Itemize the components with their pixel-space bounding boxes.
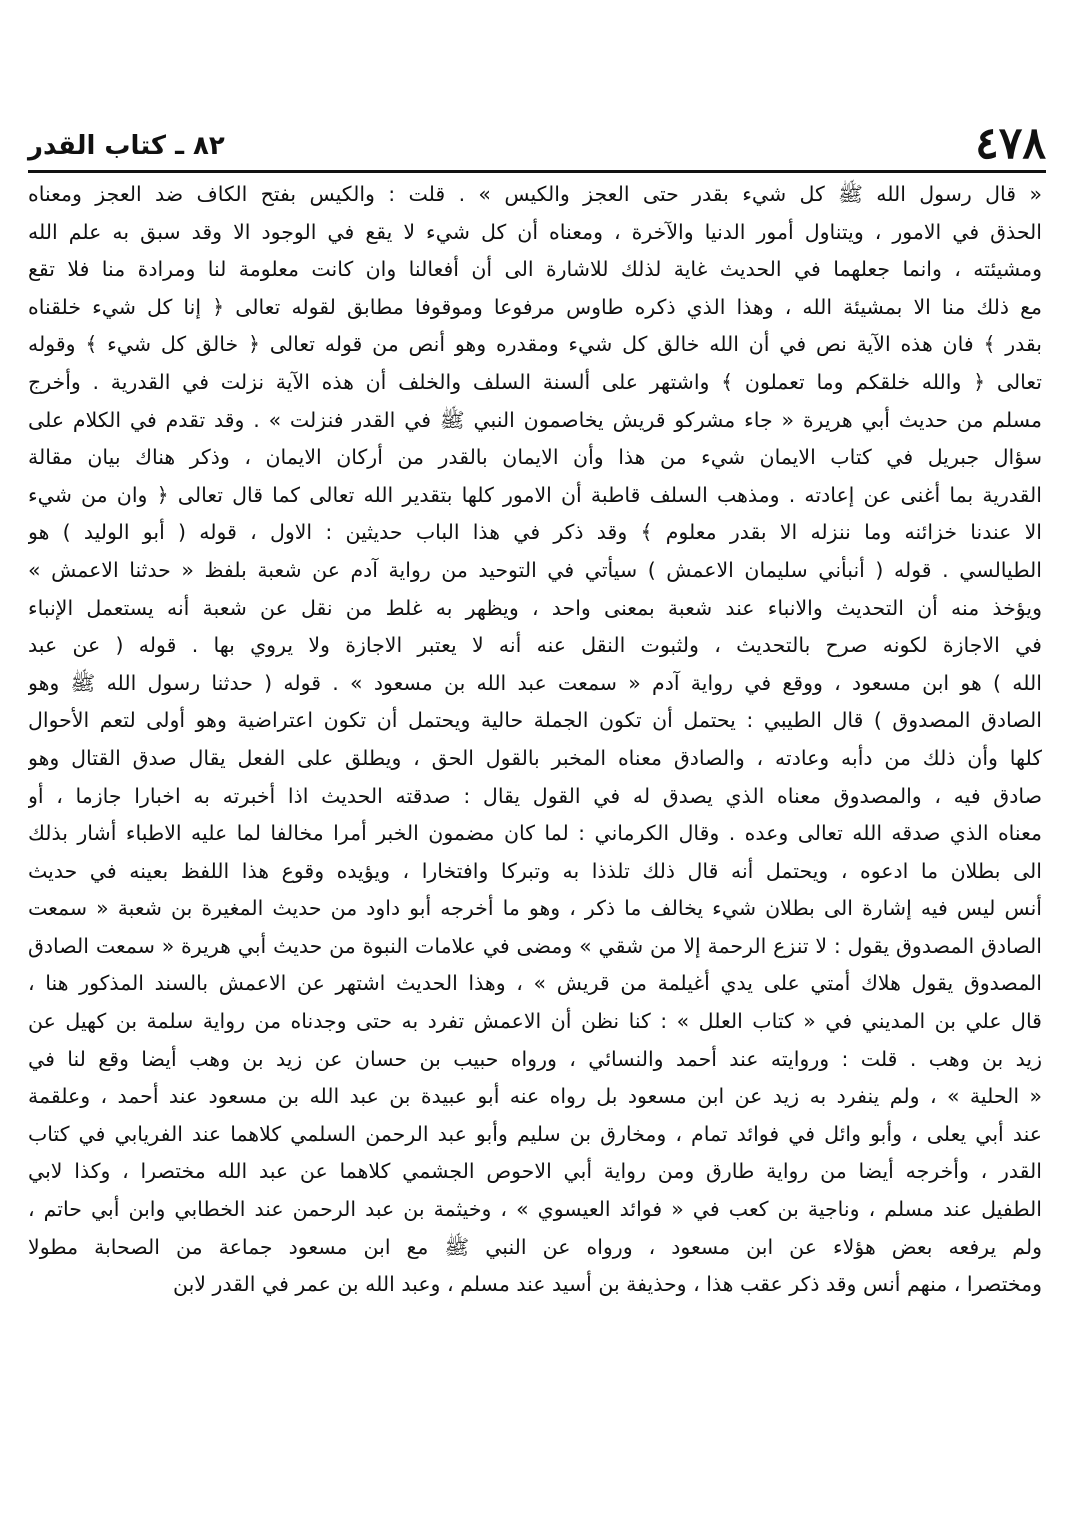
text-line: بقدر ﴾ فان هذه الآية نص في أن الله خالق كل شيء ومقدره وهو أنص من قوله تعالى ﴿ خالق كل شيء ﴾ وقوله: [28, 332, 1042, 357]
text-line: « الحلية » ، ولم ينفرد به زيد عن ابن مسعود بل رواه عنه أبو عبيدة بن عبد الله بن مسعود عند أحمد ، وعلقمة: [28, 1084, 1042, 1109]
text-line: مسلم من حديث أبي هريرة « جاء مشركو قريش يخاصمون النبي ﷺ في القدر فنزلت » . وقد تقدم في الكلام على: [28, 407, 1042, 432]
text-line: الصادق المصدوق ) قال الطيبي : يحتمل أن تكون الجملة حالية ويحتمل أن تكون اعتراضية وهو أولى لتعم الأحوال: [28, 708, 1042, 733]
text-line: سؤال جبريل في كتاب الايمان شيء من هذا وأن الايمان بالقدر من أركان الايمان ، وذكر هناك بيان مقالة: [28, 445, 1042, 470]
header-rule: [28, 170, 1046, 173]
text-line: صادق فيه ، والمصدوق معناه الذي يصدق له في القول يقال : صدقته الحديث اذا أخبرته به اخبارا جازما ، أو: [28, 783, 1042, 808]
text-line: معناه الذي صدقه الله تعالى وعده . وقال الكرماني : لما كان مضمون الخبر أمرا مخالفا لما عليه الاطباء أشار بذلك: [28, 821, 1042, 846]
text-line: ولم يرفعه بعض هؤلاء عن ابن مسعود ، ورواه عن النبي ﷺ مع ابن مسعود جماعة من الصحابة مطولا: [28, 1234, 1042, 1259]
text-line: ويؤخذ منه أن التحديث والانباء عند شعبة بمعنى واحد ، ويظهر به غلط من نقل عن شعبة أنه يستعمل الإنباء: [28, 595, 1042, 620]
page-header: [28, 118, 1046, 170]
text-line: « قال رسول الله ﷺ كل شيء بقدر حتى العجز والكيس » . قلت : والكيس بفتح الكاف ضد العجز ومعناه: [28, 182, 1042, 206]
text-line: المصدوق يقول هلاك أمتي على يدي أغيلمة من قريش » ، وهذا الحديث اشتهر عن الاعمش بالسند المذكور هنا ،: [28, 971, 1042, 996]
text-line: أنس ليس فيه إشارة الى بطلان شيء يخالف ما ذكر ، وهو ما أخرجه أبو داود من حديث المغيرة بن شعبة « سمعت: [28, 896, 1042, 921]
text-line: الطيالسي . قوله ( أنبأني سليمان الاعمش ) سيأتي في التوحيد من رواية آدم عن شعبة بلفظ « حدثنا الاعمش »: [28, 557, 1042, 582]
text-line: ومشيئته ، وانما جعلهما في الحديث غاية لذلك للاشارة الى أن أفعالنا وان كانت معلومة لنا ومرادة منا فلا تقع: [28, 257, 1042, 282]
text-line: في الاجازة لكونه صرح بالتحديث ، ولثبوت النقل عنه أنه لا يعتبر الاجازة ولا يروي بها . قوله ( عن عبد: [28, 633, 1042, 658]
body-text: [28, 176, 1042, 1304]
text-line: ومختصرا ، منهم أنس وقد ذكر عقب هذا ، وحذيفة بن أسيد عند مسلم ، وعبد الله بن عمر في القدر لابن: [173, 1272, 1042, 1297]
text-line: تعالى ﴿ والله خلقكم وما تعملون ﴾ واشتهر على ألسنة السلف والخلف أن هذه الآية نزلت في القدرية . وأخرج: [28, 369, 1042, 394]
text-line: قال علي بن المديني في « كتاب العلل » : كنا نظن أن الاعمش تفرد به حتى وجدناه من رواية سلمة بن كهيل عن: [28, 1009, 1042, 1034]
text-line: الا عندنا خزائنه وما ننزله الا بقدر معلوم ﴾ وقد ذكر في هذا الباب حديثين : الاول ، قوله ( أبو الوليد ) هو: [28, 520, 1042, 545]
page-number: ٤٧٨: [975, 118, 1046, 169]
text-line: مع ذلك منا الا بمشيئة الله ، وهذا الذي ذكره طاوس مرفوعا وموقوفا مطابق لقوله تعالى ﴿ إنا كل شيء خلقناه: [28, 294, 1042, 319]
text-line: الحذق في الامور ، ويتناول أمور الدنيا والآخرة ، ومعناه أن كل شيء لا يقع في الوجود الا وقد سبق به علم الله: [28, 219, 1042, 244]
text-line: القدر ، وأخرجه أيضا من رواية طارق ومن رواية أبي الاحوص الجشمي كلاهما عن عبد الله مختصرا ، وكذا لابي: [28, 1159, 1042, 1184]
running-title: ٨٢ ـ كتاب القدر: [28, 131, 225, 161]
text-line: كلها وأن ذلك من دأبه وعادته ، والصادق معناه المخبر بالقول الحق ، ويطلق على الفعل يقال صدق القتال وهو: [28, 745, 1042, 770]
text-line: عند أبي يعلى ، وأبو وائل في فوائد تمام ، ومخارق بن سليم وأبو عبد الرحمن السلمي كلاهما عند الفريابي في كتاب: [28, 1121, 1042, 1146]
text-line: الطفيل عند مسلم ، وناجية بن كعب في « فوائد العيسوي » ، وخيثمة بن عبد الرحمن عند الخطابي وابن أبي حاتم ،: [28, 1197, 1042, 1222]
text-line: الى بطلان ما ادعوه ، ويحتمل أنه قال ذلك تلذذا به وتبركا وافتخارا ، ويؤيده وقوع هذا اللفظ بعينه في حديث: [28, 858, 1042, 883]
text-line: زيد بن وهب . قلت : وروايته عند أحمد والنسائي ، ورواه حبيب بن حسان عن زيد بن وهب أيضا وقع لنا في: [28, 1046, 1042, 1071]
text-line: الله ) هو ابن مسعود ، ووقع في رواية آدم « سمعت عبد الله بن مسعود » . قوله ( حدثنا رسول الله ﷺ وهو: [28, 670, 1042, 695]
text-line: القدرية بما أغنى عن إعادته . ومذهب السلف قاطبة أن الامور كلها بتقدير الله تعالى كما قال تعالى ﴿ وان من شيء: [28, 482, 1042, 507]
text-line: الصادق المصدوق يقول : لا تنزع الرحمة إلا من شقي » ومضى في علامات النبوة من حديث أبي هريرة « سمعت الصادق: [28, 933, 1042, 958]
